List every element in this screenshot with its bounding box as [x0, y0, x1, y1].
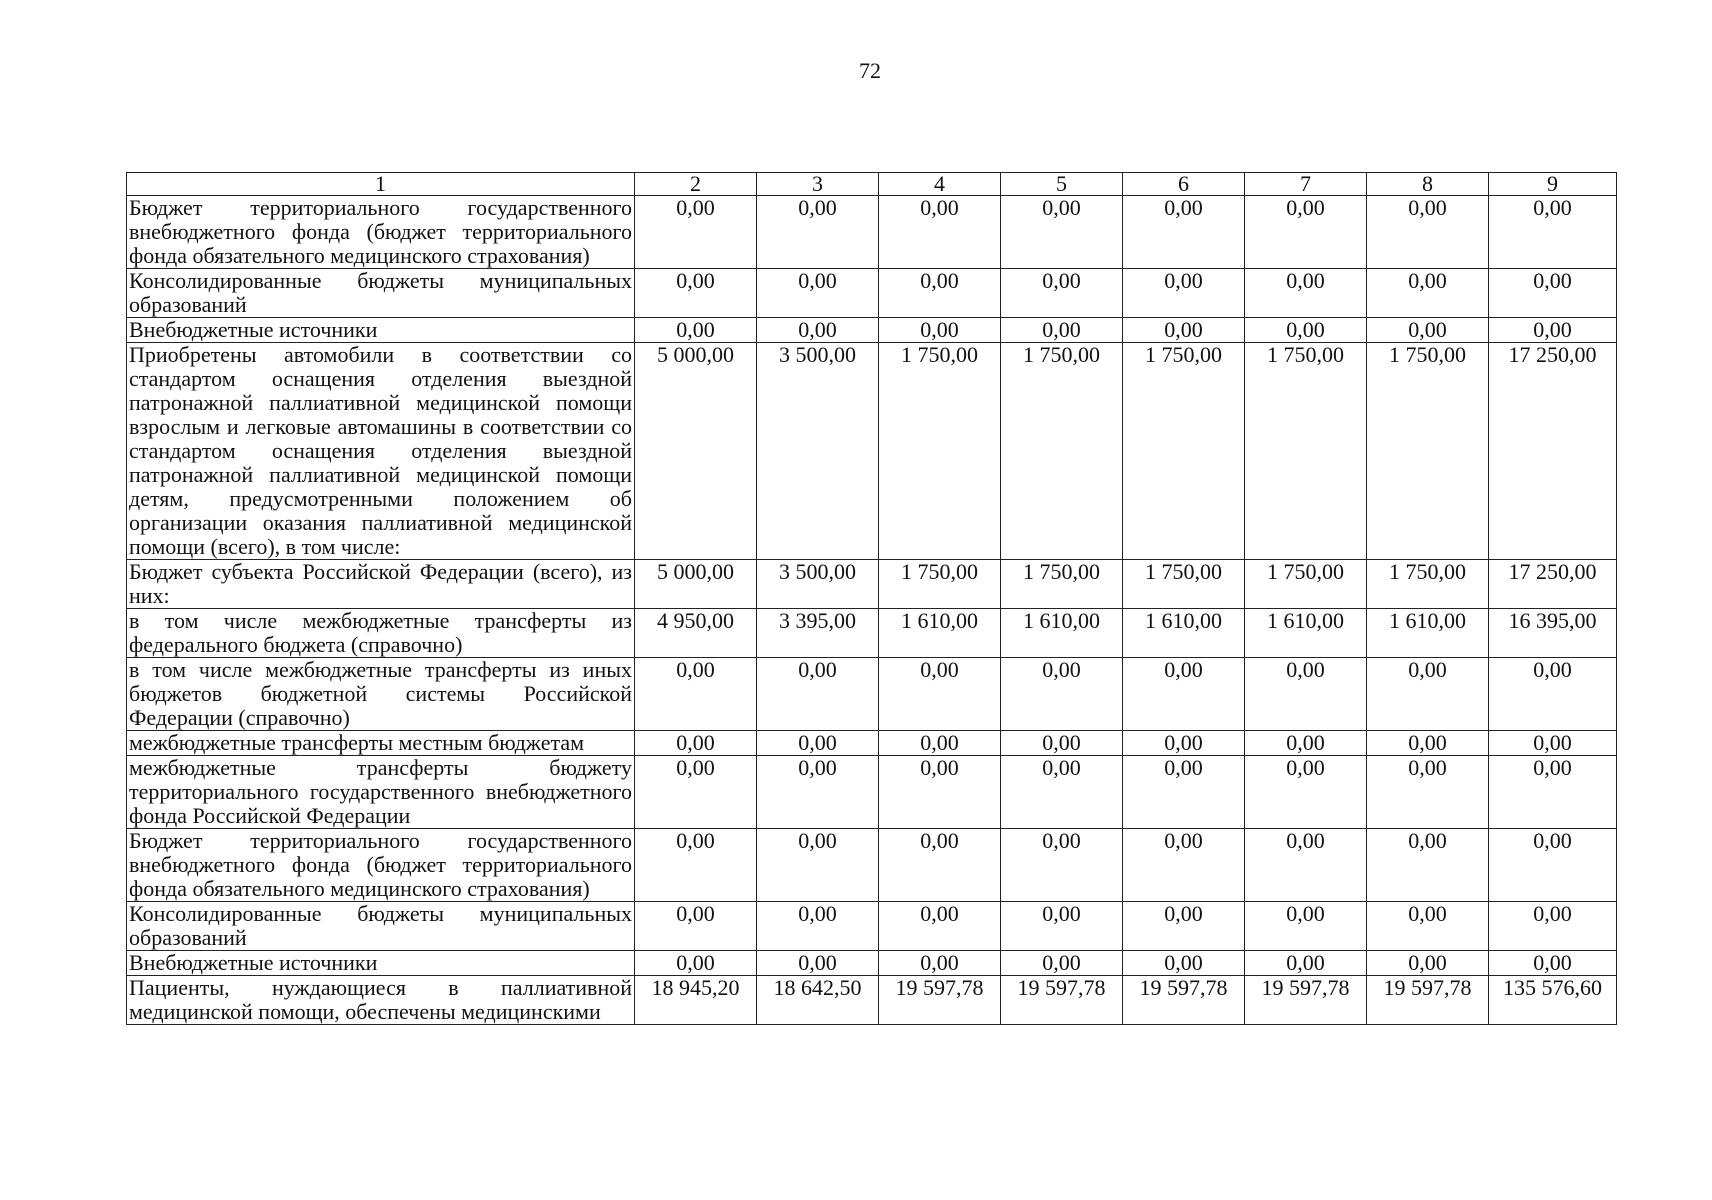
value-cell: 0,00: [1245, 318, 1367, 343]
row-label: Приобретены автомобили в соответствии со стандартом оснащения отделения выездной патронажной паллиативной медицинской помощи взрослым и легковые автомашины в соответствии со стандартом оснащения отделения выездной патронажной паллиативной медицинской помощи детям, предусмотренными положением об организации оказания паллиативной медицинской помощи (всего), в том числе:: [127, 343, 635, 560]
row-label: Консолидированные бюджеты муниципальных образований: [127, 269, 635, 318]
value-cell: 1 750,00: [879, 560, 1001, 609]
table-row: [127, 902, 1617, 951]
column-number-1: 1: [127, 173, 635, 196]
value-cell: 0,00: [1001, 731, 1123, 756]
value-cell: 0,00: [1245, 756, 1367, 829]
value-cell: 17 250,00: [1489, 560, 1617, 609]
row-label: Консолидированные бюджеты муниципальных образований: [127, 902, 635, 951]
value-cell: 0,00: [879, 829, 1001, 902]
row-label: Пациенты, нуждающиеся в паллиативной медицинской помощи, обеспечены медицинскими: [127, 976, 635, 1025]
value-cell: 1 750,00: [1367, 560, 1489, 609]
value-cell: 0,00: [1367, 318, 1489, 343]
value-cell: 1 610,00: [1123, 609, 1245, 658]
value-cell: 0,00: [879, 902, 1001, 951]
column-number-2: 2: [635, 173, 757, 196]
value-cell: 0,00: [879, 196, 1001, 269]
value-cell: 19 597,78: [1367, 976, 1489, 1025]
value-cell: 1 750,00: [1123, 343, 1245, 560]
value-cell: 0,00: [1123, 829, 1245, 902]
value-cell: 0,00: [1489, 951, 1617, 976]
column-number-7: 7: [1245, 173, 1367, 196]
value-cell: 0,00: [1489, 269, 1617, 318]
row-label: Внебюджетные источники: [127, 951, 635, 976]
value-cell: 0,00: [757, 829, 879, 902]
row-label: в том числе межбюджетные трансферты из федерального бюджета (справочно): [127, 609, 635, 658]
row-label: Бюджет территориального государственного внебюджетного фонда (бюджет территориального фонда обязательного медицинского страхования): [127, 829, 635, 902]
value-cell: 0,00: [757, 731, 879, 756]
value-cell: 17 250,00: [1489, 343, 1617, 560]
row-label: межбюджетные трансферты местным бюджетам: [127, 731, 635, 756]
value-cell: 19 597,78: [1123, 976, 1245, 1025]
value-cell: 5 000,00: [635, 343, 757, 560]
value-cell: 0,00: [1367, 756, 1489, 829]
value-cell: 0,00: [1245, 658, 1367, 731]
header-row: [127, 173, 1617, 196]
value-cell: 0,00: [1123, 731, 1245, 756]
table-row: [127, 318, 1617, 343]
value-cell: 0,00: [1489, 196, 1617, 269]
value-cell: 1 750,00: [1367, 343, 1489, 560]
value-cell: 19 597,78: [879, 976, 1001, 1025]
value-cell: 0,00: [1489, 658, 1617, 731]
value-cell: 0,00: [1001, 658, 1123, 731]
column-number-9: 9: [1489, 173, 1617, 196]
value-cell: 0,00: [879, 731, 1001, 756]
value-cell: 0,00: [1367, 951, 1489, 976]
row-label: в том числе межбюджетные трансферты из иных бюджетов бюджетной системы Российской Федерации (справочно): [127, 658, 635, 731]
value-cell: 0,00: [1367, 658, 1489, 731]
value-cell: 0,00: [757, 756, 879, 829]
table-body: [127, 173, 1617, 1025]
column-number-8: 8: [1367, 173, 1489, 196]
value-cell: 0,00: [635, 318, 757, 343]
value-cell: 0,00: [757, 318, 879, 343]
value-cell: 0,00: [635, 829, 757, 902]
table-row: [127, 560, 1617, 609]
value-cell: 0,00: [1489, 318, 1617, 343]
value-cell: 0,00: [635, 951, 757, 976]
value-cell: 0,00: [1367, 902, 1489, 951]
value-cell: 3 500,00: [757, 560, 879, 609]
value-cell: 0,00: [757, 658, 879, 731]
row-label: Бюджет территориального государственного внебюджетного фонда (бюджет территориального фонда обязательного медицинского страхования): [127, 196, 635, 269]
table-row: [127, 829, 1617, 902]
value-cell: 0,00: [1123, 902, 1245, 951]
table-row: [127, 951, 1617, 976]
value-cell: 1 610,00: [1367, 609, 1489, 658]
value-cell: 0,00: [1245, 269, 1367, 318]
value-cell: 0,00: [1245, 829, 1367, 902]
row-label: Внебюджетные источники: [127, 318, 635, 343]
value-cell: 0,00: [1001, 756, 1123, 829]
value-cell: 0,00: [1367, 829, 1489, 902]
value-cell: 0,00: [879, 269, 1001, 318]
value-cell: 0,00: [635, 269, 757, 318]
column-number-5: 5: [1001, 173, 1123, 196]
value-cell: 16 395,00: [1489, 609, 1617, 658]
value-cell: 1 610,00: [1245, 609, 1367, 658]
value-cell: 0,00: [1245, 951, 1367, 976]
value-cell: 0,00: [635, 658, 757, 731]
row-label: Бюджет субъекта Российской Федерации (всего), из них:: [127, 560, 635, 609]
value-cell: 0,00: [635, 196, 757, 269]
value-cell: 0,00: [1489, 731, 1617, 756]
value-cell: 0,00: [1123, 951, 1245, 976]
value-cell: 0,00: [1489, 756, 1617, 829]
value-cell: 19 597,78: [1245, 976, 1367, 1025]
table-row: [127, 658, 1617, 731]
row-label: межбюджетные трансферты бюджету территориального государственного внебюджетного фонда Российской Федерации: [127, 756, 635, 829]
value-cell: 0,00: [879, 318, 1001, 343]
value-cell: 0,00: [1123, 269, 1245, 318]
value-cell: 0,00: [635, 902, 757, 951]
value-cell: 0,00: [757, 269, 879, 318]
budget-table: [126, 172, 1617, 1025]
table-row: [127, 609, 1617, 658]
value-cell: 0,00: [1123, 658, 1245, 731]
value-cell: 0,00: [1001, 196, 1123, 269]
value-cell: 1 750,00: [1001, 560, 1123, 609]
value-cell: 0,00: [1123, 196, 1245, 269]
table-row: [127, 976, 1617, 1025]
value-cell: 0,00: [879, 658, 1001, 731]
value-cell: 0,00: [757, 902, 879, 951]
value-cell: 0,00: [1001, 829, 1123, 902]
value-cell: 1 610,00: [1001, 609, 1123, 658]
value-cell: 18 945,20: [635, 976, 757, 1025]
value-cell: 18 642,50: [757, 976, 879, 1025]
value-cell: 3 395,00: [757, 609, 879, 658]
value-cell: 0,00: [757, 951, 879, 976]
value-cell: 0,00: [879, 756, 1001, 829]
value-cell: 0,00: [1489, 902, 1617, 951]
table-row: [127, 756, 1617, 829]
value-cell: 1 750,00: [1245, 343, 1367, 560]
value-cell: 0,00: [635, 731, 757, 756]
column-number-6: 6: [1123, 173, 1245, 196]
value-cell: 1 750,00: [1001, 343, 1123, 560]
value-cell: 135 576,60: [1489, 976, 1617, 1025]
value-cell: 0,00: [1367, 196, 1489, 269]
table-row: [127, 731, 1617, 756]
value-cell: 0,00: [1001, 318, 1123, 343]
value-cell: 3 500,00: [757, 343, 879, 560]
value-cell: 0,00: [1001, 269, 1123, 318]
value-cell: 0,00: [1367, 269, 1489, 318]
value-cell: 0,00: [1245, 902, 1367, 951]
value-cell: 0,00: [635, 756, 757, 829]
column-number-3: 3: [757, 173, 879, 196]
page-number: 72: [859, 58, 881, 83]
value-cell: 1 750,00: [1123, 560, 1245, 609]
value-cell: 0,00: [1123, 318, 1245, 343]
table-row: [127, 196, 1617, 269]
value-cell: 1 750,00: [879, 343, 1001, 560]
table-row: [127, 269, 1617, 318]
value-cell: 1 750,00: [1245, 560, 1367, 609]
value-cell: 0,00: [879, 951, 1001, 976]
table-row: [127, 343, 1617, 560]
value-cell: 5 000,00: [635, 560, 757, 609]
value-cell: 0,00: [1245, 196, 1367, 269]
value-cell: 0,00: [757, 196, 879, 269]
value-cell: 1 610,00: [879, 609, 1001, 658]
value-cell: 4 950,00: [635, 609, 757, 658]
value-cell: 0,00: [1245, 731, 1367, 756]
value-cell: 0,00: [1001, 951, 1123, 976]
value-cell: 0,00: [1489, 829, 1617, 902]
value-cell: 19 597,78: [1001, 976, 1123, 1025]
column-number-4: 4: [879, 173, 1001, 196]
value-cell: 0,00: [1367, 731, 1489, 756]
value-cell: 0,00: [1001, 902, 1123, 951]
value-cell: 0,00: [1123, 756, 1245, 829]
